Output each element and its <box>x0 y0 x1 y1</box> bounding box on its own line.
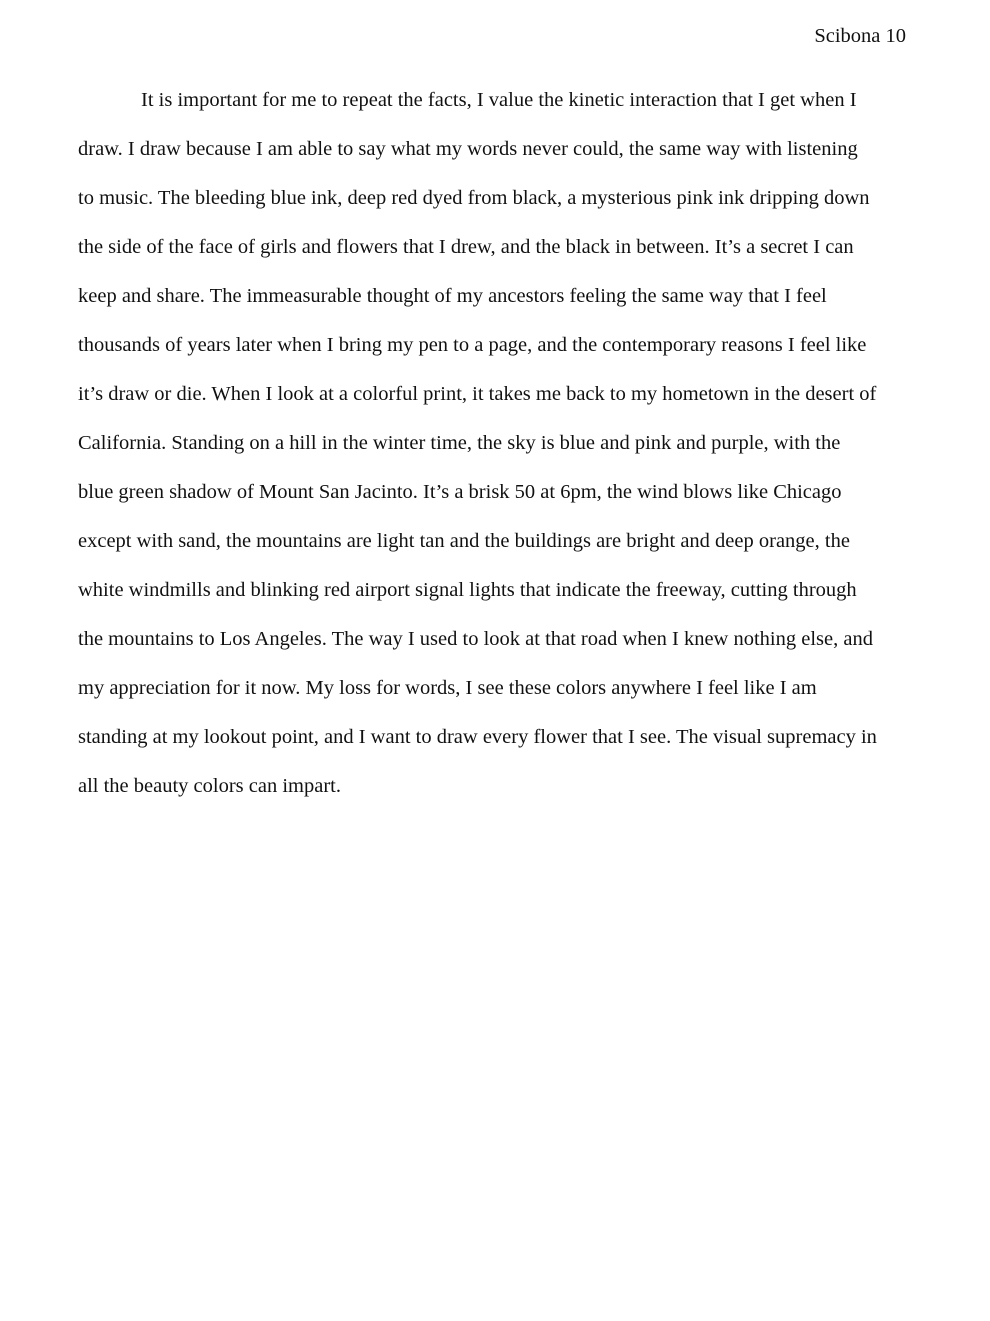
paragraph-line: It is important for me to repeat the facts, I value the kinetic interaction that I get when I <box>141 89 857 111</box>
paragraph-line: keep and share. The immeasurable thought of my ancestors feeling the same way that I feel <box>78 285 827 307</box>
paragraph-line: all the beauty colors can impart. <box>78 775 341 797</box>
paragraph-line: thousands of years later when I bring my pen to a page, and the contemporary reasons I feel like <box>78 334 867 356</box>
paragraph-line: blue green shadow of Mount San Jacinto. It’s a brisk 50 at 6pm, the wind blows like Chicago <box>78 481 842 503</box>
body-paragraph <box>78 88 911 823</box>
paragraph-line: it’s draw or die. When I look at a colorful print, it takes me back to my hometown in the desert of <box>78 383 877 405</box>
paragraph-line: California. Standing on a hill in the winter time, the sky is blue and pink and purple, with the <box>78 432 841 454</box>
paragraph-line: my appreciation for it now. My loss for words, I see these colors anywhere I feel like I am <box>78 677 817 699</box>
paragraph-line: draw. I draw because I am able to say what my words never could, the same way with listening <box>78 138 858 160</box>
paragraph-line: white windmills and blinking red airport signal lights that indicate the freeway, cutting through <box>78 579 857 601</box>
running-head: Scibona 10 <box>814 25 906 47</box>
paragraph-line: the mountains to Los Angeles. The way I used to look at that road when I knew nothing else, and <box>78 628 873 650</box>
paragraph-line: standing at my lookout point, and I want to draw every flower that I see. The visual supremacy in <box>78 726 877 748</box>
paragraph-line: except with sand, the mountains are light tan and the buildings are bright and deep orange, the <box>78 530 850 552</box>
paragraph-line: to music. The bleeding blue ink, deep red dyed from black, a mysterious pink ink dripping down <box>78 187 870 209</box>
paragraph-line: the side of the face of girls and flowers that I drew, and the black in between. It’s a secret I can <box>78 236 854 258</box>
